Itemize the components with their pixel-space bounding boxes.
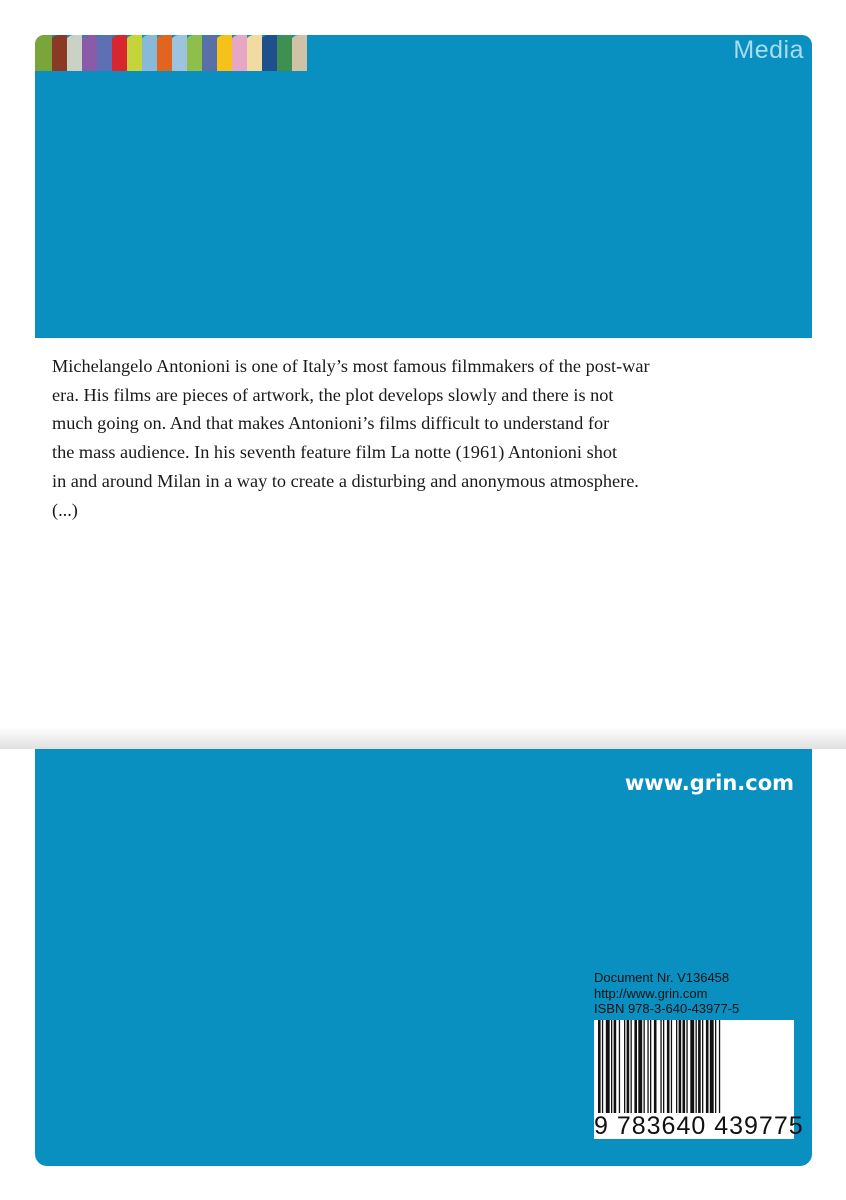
category-label: Media (733, 36, 804, 64)
document-number: Document Nr. V136458 (594, 970, 730, 985)
color-stripe (35, 35, 52, 71)
color-stripe (95, 35, 112, 71)
blurb-line: much going on. And that makes Antonioni’s films difficult to understand for (52, 413, 610, 434)
color-stripe (140, 35, 157, 71)
cover-top-panel (35, 35, 812, 338)
blurb-line: in and around Milan in a way to create a disturbing and anonymous atmosphere. (52, 470, 639, 491)
document-url[interactable]: http://www.grin.com (594, 985, 708, 1001)
color-stripe (170, 35, 187, 71)
color-stripe (215, 35, 232, 71)
color-stripe (200, 35, 217, 71)
publisher-website[interactable]: www.grin.com (624, 771, 794, 795)
color-stripe (155, 35, 172, 71)
blurb-ellipsis: (...) (52, 499, 78, 520)
color-stripe (80, 35, 97, 71)
document-info (594, 970, 739, 1017)
color-stripe (290, 35, 307, 71)
color-stripe (110, 35, 127, 71)
color-stripe (65, 35, 82, 71)
color-stripe (125, 35, 142, 71)
fold-shadow (0, 727, 846, 749)
color-stripe (260, 35, 277, 71)
color-stripes-logo (35, 35, 305, 71)
barcode-digits: 9 783640 439775 (594, 1112, 804, 1140)
isbn-number: ISBN 978-3-640-43977-5 (594, 1001, 740, 1017)
color-stripe (275, 35, 292, 71)
blurb-line: the mass audience. In his seventh feature film La notte (1961) Antonioni shot (52, 442, 618, 463)
color-stripe (230, 35, 247, 71)
blurb-line: Michelangelo Antonioni is one of Italy’s most famous filmmakers of the post-war (52, 356, 650, 376)
color-stripe (185, 35, 202, 71)
blurb-line: era. His films are pieces of artwork, the plot develops slowly and there is not (52, 384, 614, 405)
color-stripe (245, 35, 262, 71)
book-blurb (52, 352, 702, 524)
color-stripe (50, 35, 67, 71)
